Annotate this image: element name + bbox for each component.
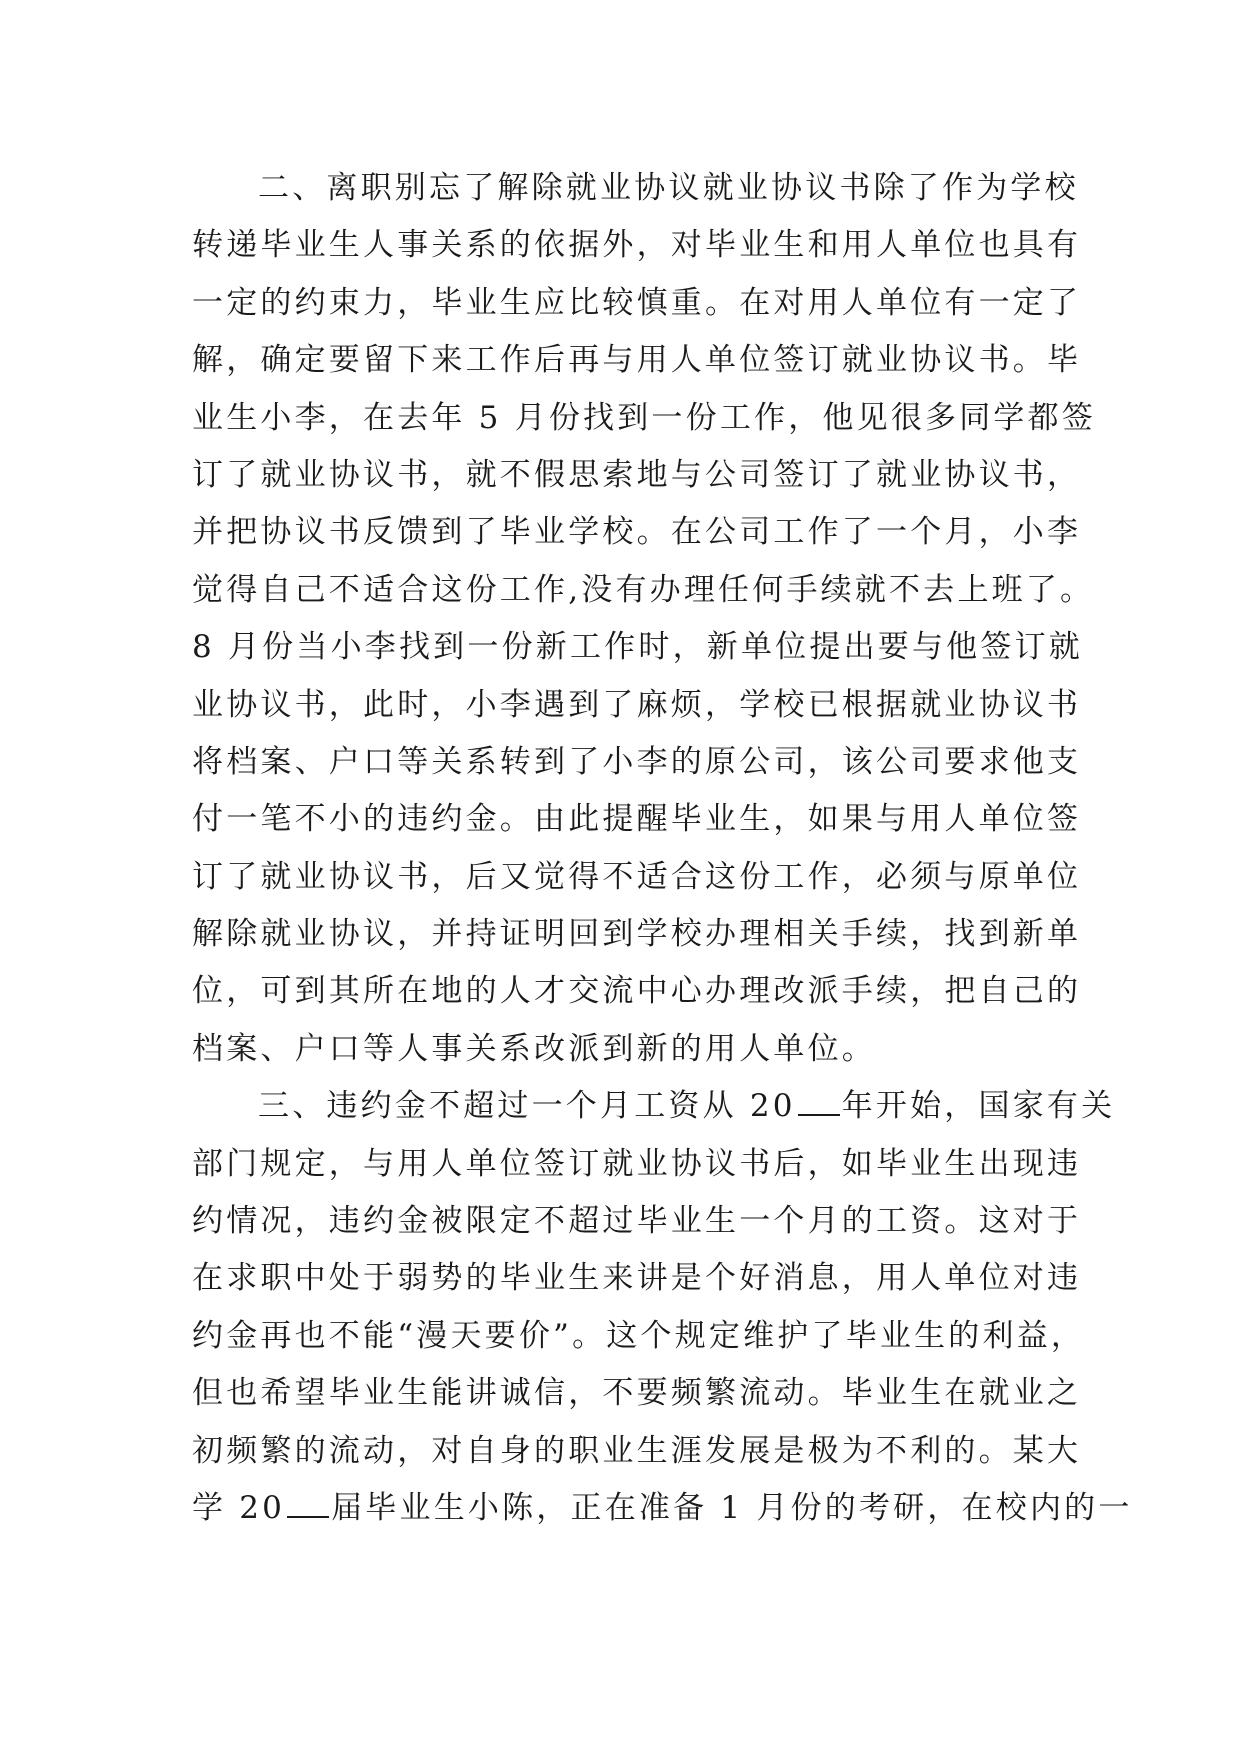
text-segment: 约情况，违约金被限定不超过毕业生一个月的工资。这对于 <box>192 1203 1082 1240</box>
fill-in-blank <box>287 1490 329 1518</box>
paragraph-line <box>192 217 1082 274</box>
text-segment: 觉得自己不适合这份工作,没有办理任何手续就不去上班了。 <box>192 571 1095 608</box>
paragraph-line <box>192 504 1082 561</box>
text-segment: 解除就业协议，并持证明回到学校办理相关手续，找到新单 <box>192 916 1082 953</box>
paragraph-line <box>192 1480 1133 1537</box>
text-segment: 但也希望毕业生能讲诚信，不要频繁流动。毕业生在就业之 <box>192 1375 1082 1412</box>
text-segment: 业生小李，在去年 5 月份找到一份工作，他见很多同学都签 <box>192 399 1097 436</box>
paragraph-line <box>192 160 1079 217</box>
text-segment: 订了就业协议书，后又觉得不适合这份工作，必须与原单位 <box>192 858 1082 895</box>
text-segment: 学 20 <box>192 1489 286 1526</box>
paragraph-line <box>192 677 1082 734</box>
paragraph-line <box>192 562 1095 619</box>
paragraph-line <box>192 1193 1082 1250</box>
paragraph-line <box>192 1021 1052 1078</box>
text-segment: 届毕业生小陈，正在准备 1 月份的考研，在校内的一 <box>331 1489 1133 1526</box>
text-segment: 并把协议书反馈到了毕业学校。在公司工作了一个月，小李 <box>192 514 1082 551</box>
text-segment: 部门规定，与用人单位签订就业协议书后，如毕业生出现违 <box>192 1145 1082 1182</box>
text-segment: 约金再也不能“漫天要价”。这个规定维护了毕业生的利益， <box>192 1317 1086 1354</box>
text-segment: 初频繁的流动，对自身的职业生涯发展是极为不利的。某大 <box>192 1432 1082 1469</box>
paragraph-line <box>192 849 1082 906</box>
paragraph-line <box>192 619 1083 676</box>
paragraph-line <box>192 1250 1082 1307</box>
document-body <box>192 160 1133 1537</box>
paragraph-line <box>192 447 1082 504</box>
text-segment: 转递毕业生人事关系的依据外，对毕业生和用人单位也具有 <box>192 227 1082 264</box>
paragraph-line <box>192 791 1082 848</box>
text-segment: 在求职中处于弱势的毕业生来讲是个好消息，用人单位对违 <box>192 1260 1082 1297</box>
text-segment: 解，确定要留下来工作后再与用人单位签订就业协议书。毕 <box>192 342 1082 379</box>
paragraph-line <box>192 1078 1116 1135</box>
text-segment: 二、离职别忘了解除就业协议就业协议书除了作为学校 <box>258 170 1079 206</box>
paragraph-line <box>192 734 1082 791</box>
paragraph-line <box>192 1136 1082 1193</box>
text-segment: 订了就业协议书，就不假思索地与公司签订了就业协议书， <box>192 456 1082 493</box>
paragraph-line <box>192 390 1097 447</box>
paragraph-line <box>192 1365 1082 1422</box>
text-segment: 8 月份当小李找到一份新工作时，新单位提出要与他签订就 <box>192 629 1083 666</box>
text-segment: 一定的约束力，毕业生应比较慎重。在对用人单位有一定了 <box>192 284 1082 321</box>
fill-in-blank <box>798 1088 840 1116</box>
paragraph-line <box>192 275 1082 332</box>
text-segment: 位，可到其所在地的人才交流中心办理改派手续，把自己的 <box>192 973 1082 1010</box>
paragraph-line <box>192 963 1082 1020</box>
paragraph-line <box>192 1308 1086 1365</box>
text-segment: 付一笔不小的违约金。由此提醒毕业生，如果与用人单位签 <box>192 801 1082 838</box>
text-segment: 年开始，国家有关 <box>841 1088 1116 1125</box>
text-segment: 三、违约金不超过一个月工资从 20 <box>258 1088 796 1125</box>
text-segment: 将档案、户口等关系转到了小李的原公司，该公司要求他支 <box>192 743 1082 780</box>
paragraph-line <box>192 906 1082 963</box>
paragraph-line <box>192 1423 1082 1480</box>
paragraph-line <box>192 332 1082 389</box>
text-segment: 档案、户口等人事关系改派到新的用人单位。 <box>192 1030 876 1067</box>
text-segment: 业协议书，此时，小李遇到了麻烦，学校已根据就业协议书 <box>192 686 1082 723</box>
